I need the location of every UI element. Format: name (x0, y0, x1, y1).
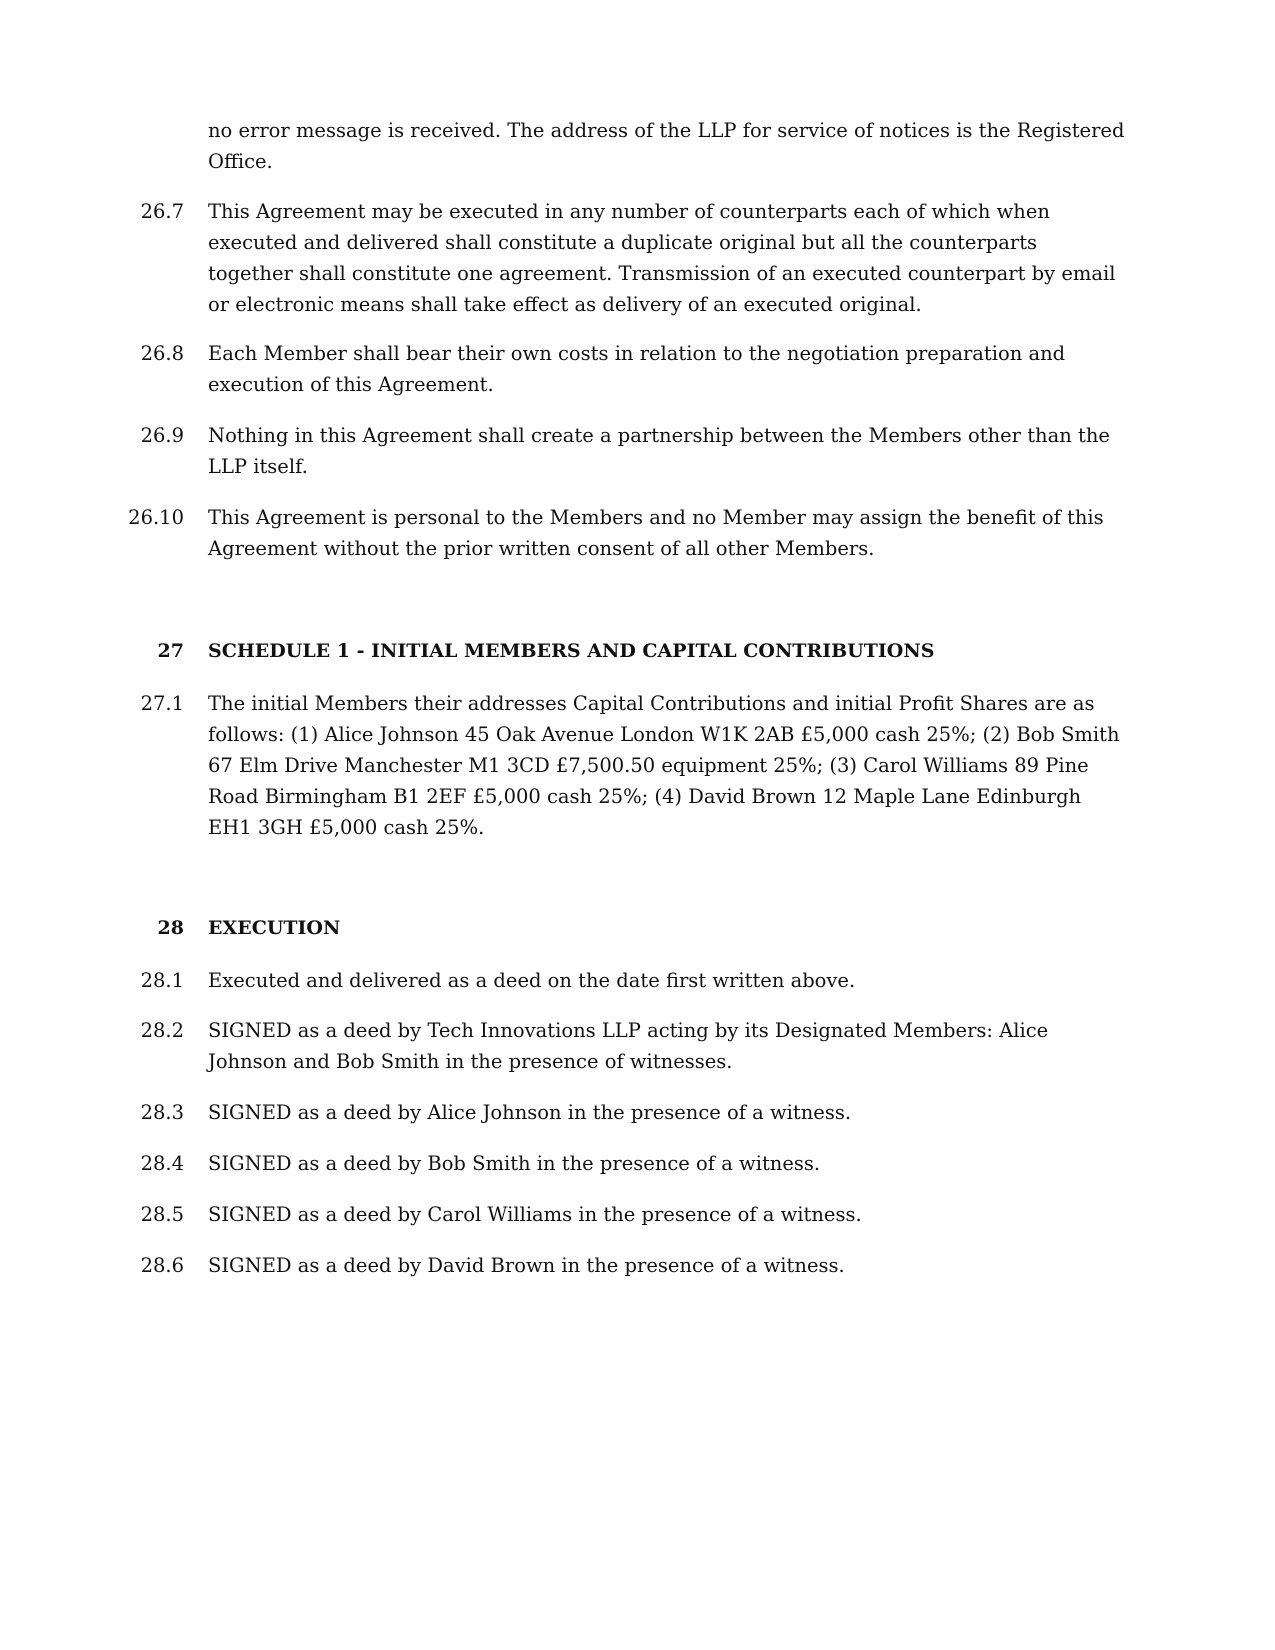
section-heading-27 (112, 636, 1142, 667)
section-title: SCHEDULE 1 - INITIAL MEMBERS AND CAPITAL CONTRIBUTIONS (208, 640, 935, 662)
clause-text: Executed and delivered as a deed on the date first written above. (208, 969, 856, 992)
clause-28-3 (112, 1097, 1142, 1128)
section-heading-28 (112, 913, 1142, 944)
clause-text: SIGNED as a deed by Bob Smith in the presence of a witness. (208, 1152, 821, 1175)
clause-number: 28.6 (140, 1254, 184, 1277)
clause-number: 26.10 (128, 506, 184, 529)
clause-number: 26.9 (140, 424, 184, 447)
clause-text: SIGNED as a deed by Carol Williams in the presence of a witness. (208, 1203, 862, 1226)
clause-28-2 (112, 1015, 1142, 1077)
clause-text: SIGNED as a deed by Tech Innovations LLP acting by its Designated Members: Alice Johnson and Bob Smith in the presence of witnesses. (208, 1019, 1049, 1073)
clause-number: 28.3 (140, 1101, 184, 1124)
clause-text: Nothing in this Agreement shall create a partnership between the Members other than the LLP itself. (208, 424, 1110, 478)
clause-26-8 (112, 338, 1142, 400)
clause-26-7 (112, 196, 1142, 320)
clause-28-6 (112, 1250, 1142, 1281)
clause-text: SIGNED as a deed by Alice Johnson in the presence of a witness. (208, 1101, 852, 1124)
section-number: 28 (157, 917, 184, 939)
section-title: EXECUTION (208, 917, 341, 939)
clause-26-10 (112, 502, 1142, 564)
clause-text: Each Member shall bear their own costs in relation to the negotiation preparation and execution of this Agreement. (208, 342, 1066, 396)
section-number: 27 (157, 640, 184, 662)
clause-28-5 (112, 1199, 1142, 1230)
clause-number: 26.7 (140, 200, 184, 223)
clause-text: This Agreement may be executed in any number of counterparts each of which when executed and delivered shall constitute a duplicate original but all the counterparts together shall constitute one agreement. Transmission of an executed counterpart by email or electronic means shall take effect as delivery of an executed original. (208, 200, 1116, 316)
clause-number: 28.2 (140, 1019, 184, 1042)
clause-text: The initial Members their addresses Capital Contributions and initial Profit Shares are as follows: (1) Alice Johnson 45 Oak Avenue London W1K 2AB £5,000 cash 25%; (2) Bob Smith 67 Elm Drive Manchester M1 3CD £7,500.50 equipment 25%; (3) Carol Williams 89 Pine Road Birmingham B1 2EF £5,000 cash 25%; (4) David Brown 12 Maple Lane Edinburgh EH1 3GH £5,000 cash 25%. (208, 692, 1120, 839)
clause-number: 27.1 (140, 692, 184, 715)
clause-28-4 (112, 1148, 1142, 1179)
clause-number: 28.5 (140, 1203, 184, 1226)
clause-text: This Agreement is personal to the Members and no Member may assign the benefit of this Agreement without the prior written consent of all other Members. (208, 506, 1104, 560)
clause-number: 28.4 (140, 1152, 184, 1175)
clause-27-1 (112, 688, 1142, 843)
clause-26-9 (112, 420, 1142, 482)
clause-number: 28.1 (140, 969, 184, 992)
clause-number: 26.8 (140, 342, 184, 365)
clause-text: SIGNED as a deed by David Brown in the presence of a witness. (208, 1254, 845, 1277)
continuation-paragraph: no error message is received. The address of the LLP for service of notices is the Registered Office. (208, 119, 1125, 173)
clause-28-1 (112, 965, 1142, 996)
